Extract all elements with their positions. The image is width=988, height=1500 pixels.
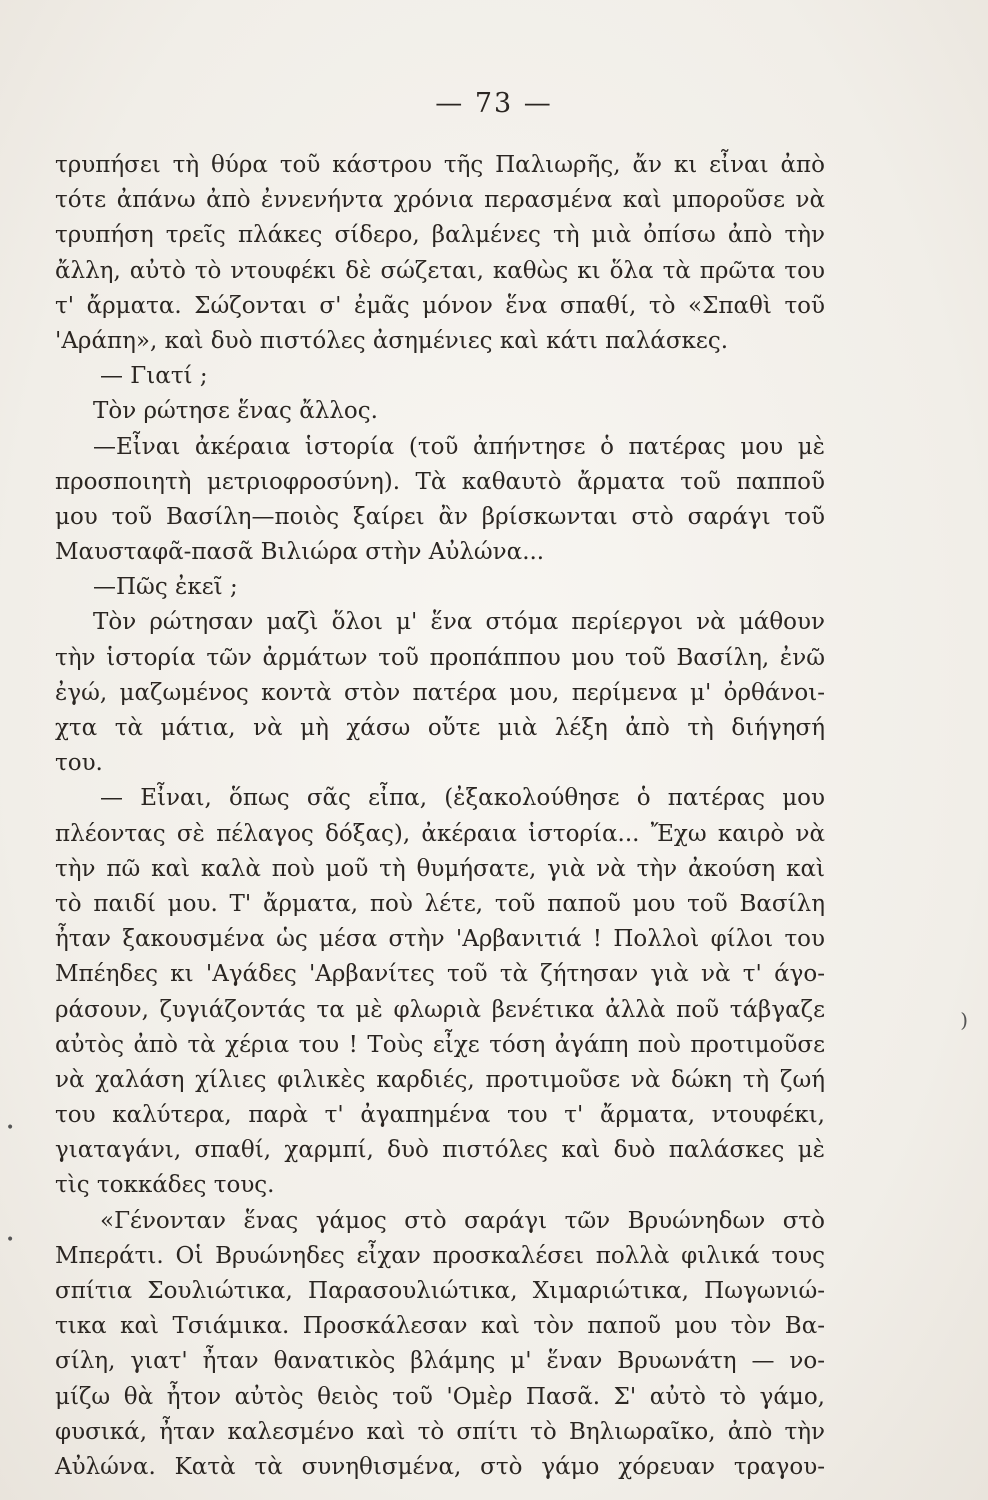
text-line: τικα καὶ Τσιάμικα. Προσκάλεσαν καὶ τὸν παποῦ μου τὸν Βα- [55, 1313, 825, 1340]
text-line: — Εἶναι, ὅπως σᾶς εἶπα, (ἐξακολούθησε ὁ πατέρας μου [100, 785, 825, 812]
text-line: ράσουν, ζυγιάζοντάς τα μὲ φλωριὰ βενέτικα ἀλλὰ ποῦ τάβγαζε [55, 996, 825, 1023]
text-line: προσποιητὴ μετριοφροσύνη). Τὰ καθαυτὸ ἄρματα τοῦ παπποῦ [55, 468, 825, 495]
text-line: πλέοντας σὲ πέλαγος δόξας), ἀκέραια ἱστορία... Ἔχω καιρὸ νὰ [55, 820, 825, 847]
text-line: Τὸν ρώτησαν μαζὶ ὅλοι μ' ἕνα στόμα περίεργοι νὰ μάθουν [93, 609, 825, 636]
text-line: του. [55, 750, 103, 777]
text-line: ἦταν ξακουσμένα ὡς μέσα στὴν 'Αρβανιτιά ! Πολλοὶ φίλοι του [55, 926, 825, 953]
text-line: «Γένονταν ἕνας γάμος στὸ σαράγι τῶν Βρυώνηδων στὸ [100, 1207, 825, 1234]
text-line: φυσικά, ἦταν καλεσμένο καὶ τὸ σπίτι τὸ Βηλιωραῖκο, ἀπὸ τὴν [55, 1418, 825, 1445]
text-line: —Εἶναι ἀκέραια ἱστορία (τοῦ ἀπήντησε ὁ πατέρας μου μὲ [93, 433, 825, 460]
text-line: σίλη, γιατ' ἦταν θανατικὸς βλάμης μ' ἕναν Βρυωνάτη — νο- [55, 1348, 825, 1375]
text-line: τὴν ἱστορία τῶν ἀρμάτων τοῦ προπάππου μου τοῦ Βασίλη, ἐνῶ [55, 644, 825, 671]
page-number: — 73 — [435, 88, 553, 119]
text-line: τρυπήση τρεῖς πλάκες σίδερο, βαλμένες τὴ μιὰ ὀπίσω ἀπὸ τὴν [55, 222, 825, 249]
body-text [55, 148, 825, 1485]
text-line: μου τοῦ Βασίλη—ποιὸς ξαίρει ἂν βρίσκωνται στὸ σαράγι τοῦ [55, 503, 825, 530]
text-line: 'Αράπη», καὶ δυὸ πιστόλες ἀσημένιες καὶ κάτι παλάσκες. [55, 327, 729, 354]
text-line: Μπεράτι. Οἱ Βρυώνηδες εἶχαν προσκαλέσει πολλὰ φιλικά τους [55, 1242, 825, 1269]
text-line: Μπέηδες κι 'Αγάδες 'Αρβανίτες τοῦ τὰ ζήτησαν γιὰ νὰ τ' άγο- [55, 961, 825, 988]
text-line: μίζω θὰ ἦτον αὐτὸς θειὸς τοῦ 'Ομὲρ Πασᾶ. Σ' αὐτὸ τὸ γάμο, [55, 1383, 825, 1410]
text-line: ἐγώ, μαζωμένος κοντὰ στὸν πατέρα μου, περίμενα μ' ὀρθάνοι- [55, 679, 825, 706]
text-line: τότε ἀπάνω ἀπὸ ἐννενήντα χρόνια περασμένα καὶ μποροῦσε νὰ [55, 187, 825, 214]
text-line: τρυπήσει τὴ θύρα τοῦ κάστρου τῆς Παλιωρῆς, ἄν κι εἶναι ἀπὸ [55, 152, 825, 178]
text-line: ἄλλη, αὐτὸ τὸ ντουφέκι δὲ σώζεται, καθὼς κι ὅλα τὰ πρῶτα του [55, 257, 825, 284]
text-line: του καλύτερα, παρὰ τ' ἀγαπημένα του τ' ἄρματα, ντουφέκι, [55, 1102, 825, 1129]
text-line: — Γιατί ; [100, 363, 208, 390]
text-line: γιαταγάνι, σπαθί, χαρμπί, δυὸ πιστόλες καὶ δυὸ παλάσκες μὲ [55, 1137, 825, 1164]
text-line: τὴν πῶ καὶ καλὰ ποὺ μοῦ τὴ θυμήσατε, γιὰ νὰ τὴν ἀκούση καὶ [55, 855, 825, 882]
text-line: Αὐλώνα. Κατὰ τὰ συνηθισμένα, στὸ γάμο χόρευαν τραγου- [55, 1453, 825, 1480]
margin-dot: • [6, 1120, 15, 1136]
text-line: σπίτια Σουλιώτικα, Παρασουλιώτικα, Χιμαριώτικα, Πωγωνιώ- [55, 1278, 825, 1304]
text-line: τ' ἄρματα. Σώζονται σ' ἐμᾶς μόνον ἕνα σπαθί, τὸ «Σπαθὶ τοῦ [55, 292, 825, 319]
text-line: χτα τὰ μάτια, νὰ μὴ χάσω οὔτε μιὰ λέξη ἀπὸ τὴ διήγησή [55, 715, 825, 741]
text-line: Μαυσταφᾶ-πασᾶ Βιλιώρα στὴν Αὐλώνα... [55, 539, 545, 566]
text-line: Τὸν ρώτησε ἕνας ἄλλος. [93, 398, 378, 425]
text-line: αὐτὸς ἀπὸ τὰ χέρια του ! Τοὺς εἶχε τόση ἀγάπη ποὺ προτιμοῦσε [55, 1031, 825, 1058]
text-line: τὶς τοκκάδες τους. [55, 1172, 275, 1199]
margin-dot: • [6, 1232, 15, 1248]
text-line: —Πῶς ἐκεῖ ; [93, 574, 238, 601]
margin-mark: ) [960, 1008, 968, 1032]
text-line: νὰ χαλάση χίλιες φιλικὲς καρδιές, προτιμοῦσε νὰ δώκη τὴ ζωή [55, 1066, 825, 1093]
text-line: τὸ παιδί μου. Τ' ἄρματα, ποὺ λέτε, τοῦ παποῦ μου τοῦ Βασίλη [55, 890, 825, 917]
